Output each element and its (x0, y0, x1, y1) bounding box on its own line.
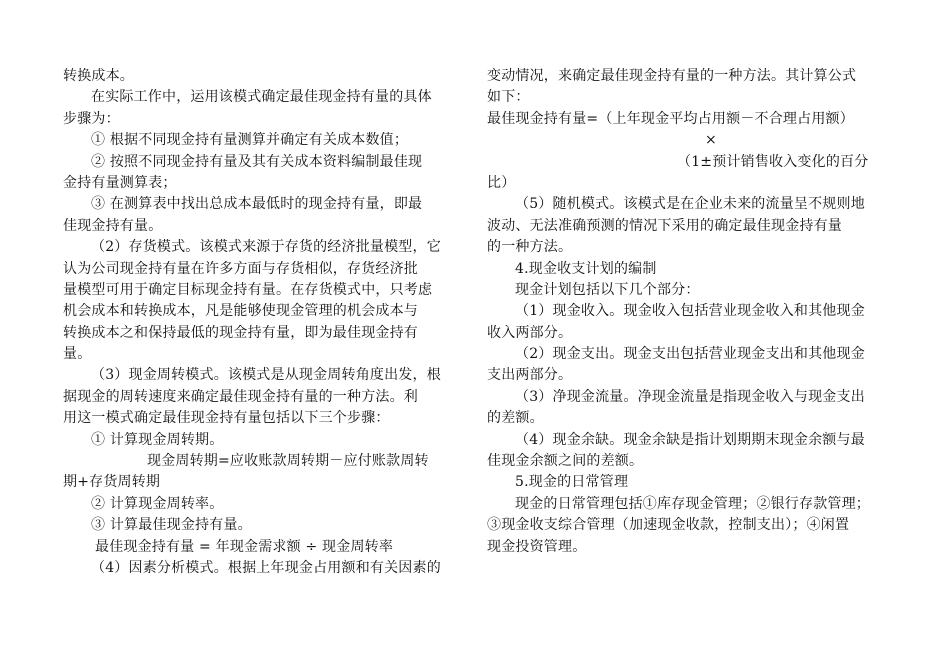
text-line: 现金的日常管理包括①库存现金管理；②银行存款管理； (515, 495, 870, 512)
text-line: ① 根据不同现金持有量测算并确定有关成本数值； (91, 132, 409, 149)
text-line: 在实际工作中，运用该模式确定最佳现金持有量的具体 (91, 89, 432, 106)
section-heading: 4.现金收支计划的编制 (515, 260, 657, 277)
formula-line: 最佳现金持有量 = 年现金需求额 ÷ 现金周转率 (95, 538, 394, 555)
left-column (63, 66, 468, 579)
text-line: 收入两部分。 (487, 324, 573, 341)
text-line: ② 按照不同现金持有量及其有关成本资料编制最佳现 (91, 153, 423, 170)
text-line: 据现金的周转速度来确定最佳现金持有量的一种方法。利 (63, 388, 418, 405)
text-line: （4）因素分析模式。根据上年现金占用额和有关因素的 (91, 559, 441, 576)
formula-line: 现金周转期=应收账款周转期－应付账款周转 (147, 453, 429, 470)
text-line: 转换成本。 (63, 68, 134, 84)
text-line: 现金投资管理。 (487, 538, 587, 555)
text-line: 金持有量测算表； (63, 174, 177, 191)
text-line: （2）存货模式。该模式来源于存货的经济批量模型，它 (91, 239, 441, 256)
text-line: 佳现金余额之间的差额。 (487, 453, 644, 470)
section-heading: 5.现金的日常管理 (515, 474, 629, 491)
formula-line: （1±预计销售收入变化的百分 (677, 153, 869, 170)
formula-line: 期+存货周转期 (63, 474, 161, 491)
text-line: 佳现金持有量。 (63, 217, 163, 234)
text-line: ② 计算现金周转率。 (91, 495, 224, 512)
text-line: （3）现金周转模式。该模式是从现金周转角度出发，根 (91, 367, 441, 384)
text-line: 如下： (487, 89, 530, 106)
text-line: 转换成本之和保持最低的现金持有量，即为最佳现金持有 (63, 324, 418, 341)
text-line: 现金计划包括以下几个部分： (515, 281, 700, 298)
text-line: （4）现金余缺。现金余缺是指计划期期末现金余额与最 (515, 431, 865, 448)
text-line: ③现金收支综合管理（加速现金收款，控制支出）；④闲置 (487, 517, 850, 534)
right-column (487, 66, 892, 558)
text-line: ① 计算现金周转期。 (91, 431, 224, 448)
text-line: 用这一模式确定最佳现金持有量包括以下三个步骤： (63, 410, 390, 427)
text-line: （2）现金支出。现金支出包括营业现金支出和其他现金 (515, 346, 865, 363)
text-line: 的一种方法。 (487, 239, 573, 256)
text-line: 变动情况，来确定最佳现金持有量的一种方法。其计算公式 (487, 68, 857, 84)
text-line: （3）净现金流量。净现金流量是指现金收入与现金支出 (515, 388, 865, 405)
text-line: （1）现金收入。现金收入包括营业现金收入和其他现金 (515, 303, 865, 320)
formula-line: 比） (487, 174, 516, 191)
text-line: ③ 在测算表中找出总成本最低时的现金持有量，即最 (91, 196, 423, 213)
text-line: 步骤为： (63, 110, 120, 127)
formula-line: × (705, 132, 717, 149)
text-line: ③ 计算最佳现金持有量。 (91, 517, 252, 534)
formula-line: 最佳现金持有量=（上年现金平均占用额－不合理占用额） (487, 110, 854, 127)
text-line: 机会成本和转换成本，凡是能够使现金管理的机会成本与 (63, 303, 418, 320)
text-line: 支出两部分。 (487, 367, 573, 384)
text-line: 波动、无法准确预测的情况下采用的确定最佳现金持有量 (487, 217, 842, 234)
text-line: 量。 (63, 346, 92, 363)
text-line: 量模型可用于确定目标现金持有量。在存货模式中，只考虑 (63, 281, 433, 298)
text-line: 认为公司现金持有量在许多方面与存货相似，存货经济批 (63, 260, 418, 277)
text-line: 的差额。 (487, 410, 544, 427)
text-line: （5）随机模式。该模式是在企业未来的流量呈不规则地 (515, 196, 865, 213)
